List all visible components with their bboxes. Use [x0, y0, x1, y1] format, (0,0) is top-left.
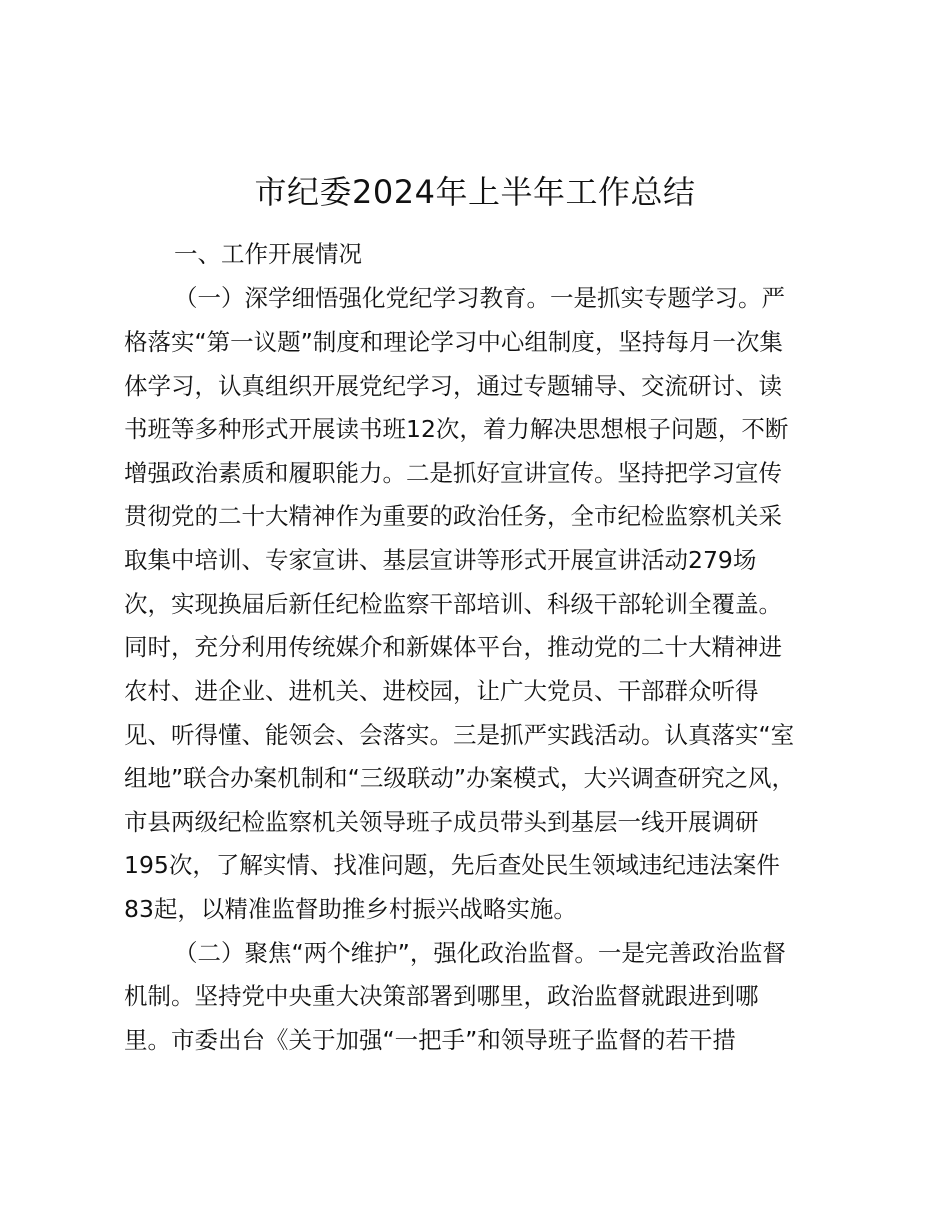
paragraph-line: 83起，以精准监督助推乡村振兴战略实施。	[124, 895, 577, 923]
paragraph-line: 里。市委出台《关于加强“一把手”和领导班子监督的若干措	[124, 1026, 736, 1054]
paragraph-line: 195次，了解实情、找准问题，先后查处民生领域违纪违法案件	[124, 851, 780, 879]
paragraph-line: 格落实“第一议题”制度和理论学习中心组制度，坚持每月一次集	[124, 328, 783, 356]
section-heading: 一、工作开展情况	[174, 240, 362, 268]
paragraph-line: 贯彻党的二十大精神作为重要的政治任务，全市纪检监察机关采	[124, 502, 782, 530]
paragraph-line: 次，实现换届后新任纪检监察干部培训、科级干部轮训全覆盖。	[124, 590, 782, 618]
paragraph-line: 增强政治素质和履职能力。二是抓好宣讲宣传。坚持把学习宣传	[124, 459, 782, 487]
paragraph-line: （一）深学细悟强化党纪学习教育。一是抓实专题学习。严	[174, 284, 785, 312]
paragraph-line: 书班等多种形式开展读书班12次，着力解决思想根子问题，不断	[124, 415, 789, 443]
paragraph-line: 体学习，认真组织开展党纪学习，通过专题辅导、交流研讨、读	[124, 372, 782, 400]
paragraph-line: 组地”联合办案机制和“三级联动”办案模式，大兴调查研究之风，	[124, 764, 796, 792]
document-title: 市纪委2024年上半年工作总结	[254, 173, 696, 211]
paragraph-line: （二）聚焦“两个维护”，强化政治监督。一是完善政治监督	[174, 939, 786, 967]
paragraph-line: 机制。坚持党中央重大决策部署到哪里，政治监督就跟进到哪	[124, 982, 759, 1010]
paragraph-line: 市县两级纪检监察机关领导班子成员带头到基层一线开展调研	[124, 808, 759, 836]
paragraph-line: 见、听得懂、能领会、会落实。三是抓严实践活动。认真落实“室	[124, 721, 795, 749]
paragraph-line: 同时，充分利用传统媒介和新媒体平台，推动党的二十大精神进	[124, 633, 782, 661]
paragraph-line: 农村、进企业、进机关、进校园，让广大党员、干部群众听得	[124, 677, 759, 705]
paragraph-line: 取集中培训、专家宣讲、基层宣讲等形式开展宣讲活动279场	[124, 546, 757, 574]
